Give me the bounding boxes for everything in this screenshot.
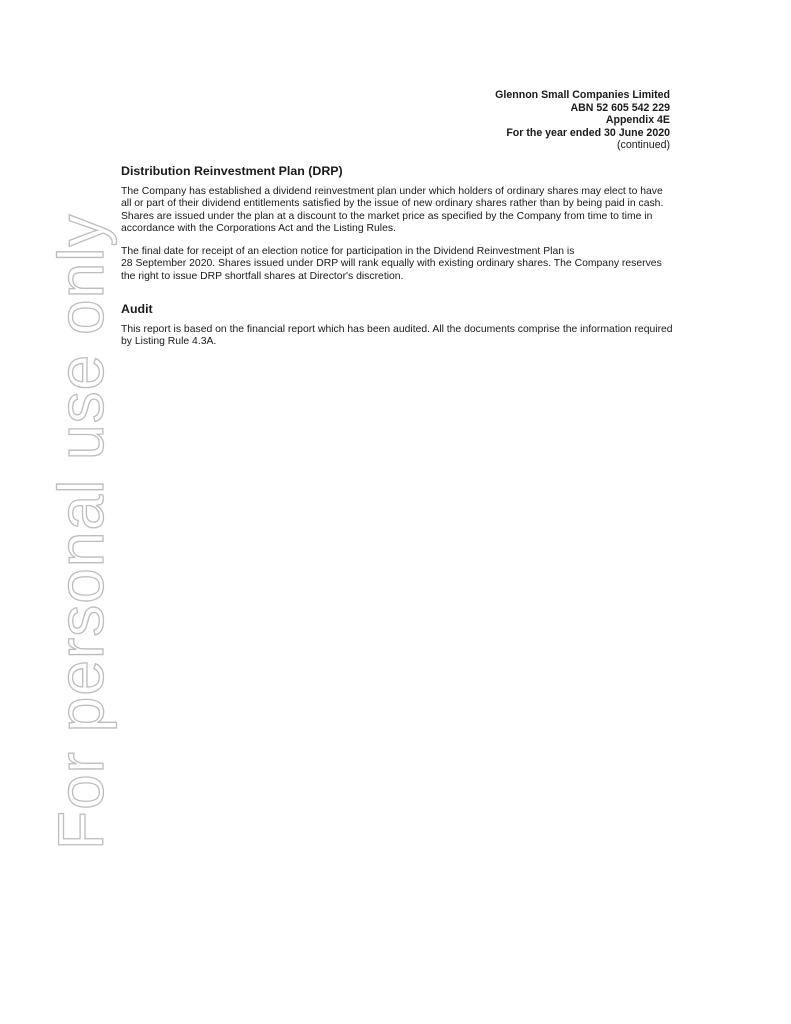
drp-paragraph-2-line-2: 28 September 2020. Shares issued under DRP will rank equally with existing ordinary shares. The Company reserves the right to issue DRP shortfall shares at Director's discretion. xyxy=(121,258,662,282)
continued-label: (continued) xyxy=(617,139,670,152)
audit-paragraph: This report is based on the financial report which has been audited. All the documents comprise the information required by Listing Rule 4.3A. xyxy=(121,324,673,348)
drp-section xyxy=(121,164,673,283)
watermark xyxy=(0,0,117,1024)
drp-heading: Distribution Reinvestment Plan (DRP) xyxy=(121,164,343,178)
drp-paragraph-1: The Company has established a dividend reinvestment plan under which holders of ordinary shares may elect to have all or part of their dividend entitlements satisfied by the issue of new ordinary shares rather than by being paid in cash. Shares are issued under the plan at a discount to the market price as specified by the Company from time to time in accordance with the Corporations Act and the Listing Rules. xyxy=(121,186,664,234)
company-name: Glennon Small Companies Limited xyxy=(495,89,670,101)
watermark-text: For personal use only xyxy=(45,213,117,850)
reporting-period: For the year ended 30 June 2020 xyxy=(506,126,670,139)
audit-section xyxy=(121,302,673,349)
abn: ABN 52 605 542 229 xyxy=(570,101,670,114)
audit-heading: Audit xyxy=(121,302,153,317)
document-body xyxy=(121,164,673,360)
drp-paragraph-2-line-1: The final date for receipt of an election notice for participation in the Dividend Reinvestment Plan is xyxy=(121,246,575,258)
drp-paragraph-2 xyxy=(121,246,673,283)
appendix-label: Appendix 4E xyxy=(605,114,670,127)
document-header xyxy=(495,89,670,152)
